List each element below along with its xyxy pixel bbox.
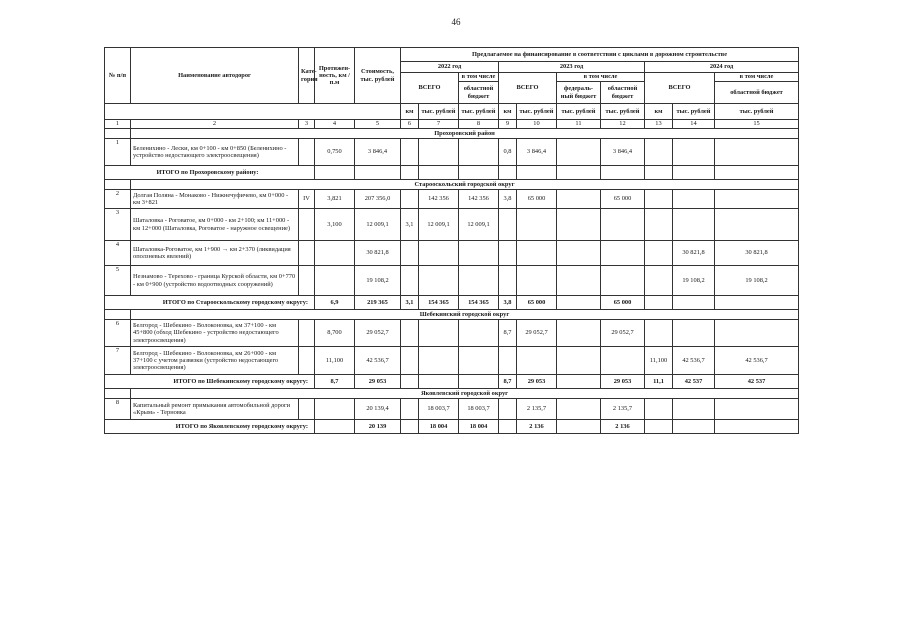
cell-km24 <box>645 399 673 420</box>
header-num: № п/п <box>105 48 131 104</box>
cell-reg24 <box>715 320 799 347</box>
cell-len <box>315 399 355 420</box>
section-number-spacer <box>105 129 131 139</box>
total-all22: 154 365 <box>419 296 459 310</box>
header-regional-2023: областной бюджет <box>601 82 645 104</box>
total-all24 <box>673 166 715 180</box>
total-km23 <box>499 166 517 180</box>
total-reg23: 2 136 <box>601 420 645 434</box>
total-km24: 11,1 <box>645 375 673 389</box>
header-unit-km-2024: км <box>645 104 673 120</box>
cell-cost: 42 536,7 <box>355 347 401 375</box>
total-km24 <box>645 420 673 434</box>
cell-km24 <box>645 139 673 166</box>
cell-reg24 <box>715 139 799 166</box>
total-len <box>315 420 355 434</box>
row-number: 8 <box>105 399 131 420</box>
header-including-2023: в том числе <box>557 73 645 82</box>
header-regional-2024: областной бюджет <box>715 82 799 104</box>
table-row <box>105 320 799 347</box>
cell-all24 <box>673 209 715 241</box>
road-category <box>299 266 315 296</box>
cell-km24 <box>645 320 673 347</box>
cell-cost: 19 108,2 <box>355 266 401 296</box>
header-unit-rub-2024: тыс. рублей <box>673 104 715 120</box>
cell-reg22 <box>459 320 499 347</box>
cell-all23 <box>517 209 557 241</box>
column-number: 12 <box>601 120 645 129</box>
cell-km23 <box>499 266 517 296</box>
column-number: 3 <box>299 120 315 129</box>
table-row <box>105 209 799 241</box>
cell-km24 <box>645 241 673 266</box>
table-row <box>105 347 799 375</box>
cell-km23: 3,8 <box>499 190 517 209</box>
total-all22: 18 004 <box>419 420 459 434</box>
column-number: 14 <box>673 120 715 129</box>
cell-fed23 <box>557 241 601 266</box>
section-title: Шебекинский городской округ <box>131 310 799 320</box>
header-unit-rub-2022: тыс. рублей <box>419 104 459 120</box>
cell-fed23 <box>557 266 601 296</box>
total-reg24 <box>715 296 799 310</box>
cell-km22 <box>401 241 419 266</box>
column-number: 1 <box>105 120 131 129</box>
column-numbers-row <box>105 120 799 129</box>
row-number: 5 <box>105 266 131 296</box>
header-unit-rub-2023: тыс. рублей <box>517 104 557 120</box>
cell-cost: 3 846,4 <box>355 139 401 166</box>
column-number: 4 <box>315 120 355 129</box>
total-cost: 20 139 <box>355 420 401 434</box>
section-header-row <box>105 129 799 139</box>
total-reg24 <box>715 420 799 434</box>
section-total-label: ИТОГО по Шебекинскому городскому округу: <box>105 375 315 389</box>
cell-km22 <box>401 266 419 296</box>
cell-all24 <box>673 190 715 209</box>
cell-reg22: 12 009,1 <box>459 209 499 241</box>
total-all24 <box>673 296 715 310</box>
column-number: 11 <box>557 120 601 129</box>
section-header-row <box>105 389 799 399</box>
cell-km24 <box>645 266 673 296</box>
total-all23: 65 000 <box>517 296 557 310</box>
column-number: 6 <box>401 120 419 129</box>
cell-km23 <box>499 399 517 420</box>
cell-reg22 <box>459 139 499 166</box>
cell-reg23 <box>601 266 645 296</box>
column-number: 8 <box>459 120 499 129</box>
total-cost: 29 053 <box>355 375 401 389</box>
cell-km23: 8,7 <box>499 320 517 347</box>
total-km24 <box>645 296 673 310</box>
total-km23 <box>499 420 517 434</box>
section-total-row <box>105 296 799 310</box>
road-name: Шаталовка - Роговатое, км 0+000 - км 2+100; км 11+000 - км 12+000 (Шаталовка, Роговатое - наружное освещение) <box>131 209 299 241</box>
road-category <box>299 347 315 375</box>
total-km22: 3,1 <box>401 296 419 310</box>
header-unit-rub-fed-2023: тыс. рублей <box>557 104 601 120</box>
cell-all22: 142 356 <box>419 190 459 209</box>
cell-reg23 <box>601 241 645 266</box>
cell-reg23 <box>601 347 645 375</box>
cell-all24 <box>673 139 715 166</box>
cell-len: 11,100 <box>315 347 355 375</box>
row-number: 7 <box>105 347 131 375</box>
total-all23 <box>517 166 557 180</box>
cell-len: 3,821 <box>315 190 355 209</box>
header-unit-rub-reg-2023: тыс. рублей <box>601 104 645 120</box>
table-row <box>105 266 799 296</box>
cell-all24: 30 821,8 <box>673 241 715 266</box>
cell-km22 <box>401 139 419 166</box>
cell-reg23: 65 000 <box>601 190 645 209</box>
cell-reg23 <box>601 209 645 241</box>
total-all24 <box>673 420 715 434</box>
cell-reg24 <box>715 399 799 420</box>
total-len <box>315 166 355 180</box>
cell-fed23 <box>557 190 601 209</box>
header-including-2024: в том числе <box>715 73 799 82</box>
cell-km24 <box>645 190 673 209</box>
row-number: 2 <box>105 190 131 209</box>
total-reg23 <box>601 166 645 180</box>
row-number: 3 <box>105 209 131 241</box>
cell-reg23: 29 052,7 <box>601 320 645 347</box>
header-year-2024: 2024 год <box>645 62 799 73</box>
section-number-spacer <box>105 310 131 320</box>
cell-reg24: 30 821,8 <box>715 241 799 266</box>
total-fed23 <box>557 296 601 310</box>
cell-all22: 18 003,7 <box>419 399 459 420</box>
header-total-2023: ВСЕГО <box>499 73 557 104</box>
cell-reg24: 42 536,7 <box>715 347 799 375</box>
page-number: 46 <box>451 17 461 27</box>
cell-km22 <box>401 190 419 209</box>
cell-all23 <box>517 266 557 296</box>
section-total-row <box>105 166 799 180</box>
table-row <box>105 241 799 266</box>
total-reg22 <box>459 375 499 389</box>
cell-all23 <box>517 241 557 266</box>
cell-all23: 29 052,7 <box>517 320 557 347</box>
section-total-label: ИТОГО по Старооскольскому городскому округу: <box>105 296 315 310</box>
road-name: Белгород - Шебекино - Волоконовка, км 37+100 - км 45+800 (обход Шебекино - устройство недостающего электроосвещения) <box>131 320 299 347</box>
cell-reg22 <box>459 241 499 266</box>
cell-reg22 <box>459 347 499 375</box>
cell-len: 3,100 <box>315 209 355 241</box>
section-total-label: ИТОГО по Яковлевскому городскому округу: <box>105 420 315 434</box>
cell-reg22: 142 356 <box>459 190 499 209</box>
cell-reg22 <box>459 266 499 296</box>
cell-len <box>315 266 355 296</box>
total-km22 <box>401 375 419 389</box>
cell-fed23 <box>557 139 601 166</box>
cell-reg23: 3 846,4 <box>601 139 645 166</box>
header-cost: Стоимость, тыс. рублей <box>355 48 401 104</box>
cell-all23 <box>517 347 557 375</box>
row-number: 1 <box>105 139 131 166</box>
column-number: 2 <box>131 120 299 129</box>
section-title: Яковлевский городской округ <box>131 389 799 399</box>
road-category <box>299 241 315 266</box>
header-year-2022: 2022 год <box>401 62 499 73</box>
cell-all22 <box>419 266 459 296</box>
cell-cost: 29 052,7 <box>355 320 401 347</box>
section-header-row <box>105 310 799 320</box>
cell-reg23: 2 135,7 <box>601 399 645 420</box>
total-all24: 42 537 <box>673 375 715 389</box>
column-number: 5 <box>355 120 401 129</box>
header-regional-2022: областной бюджет <box>459 82 499 104</box>
section-number-spacer <box>105 389 131 399</box>
cell-all24 <box>673 399 715 420</box>
table-row <box>105 399 799 420</box>
total-len: 6,9 <box>315 296 355 310</box>
header-name: Наименование автодорог <box>131 48 299 104</box>
column-number: 15 <box>715 120 799 129</box>
cell-all23: 65 000 <box>517 190 557 209</box>
header-unit-km-2022: км <box>401 104 419 120</box>
total-reg23: 29 053 <box>601 375 645 389</box>
cell-len: 8,700 <box>315 320 355 347</box>
header-financing: Предлагаемое на финансирование в соответствии с циклами в дорожном строительстве <box>401 48 799 62</box>
total-reg24: 42 537 <box>715 375 799 389</box>
road-category: IV <box>299 190 315 209</box>
road-category <box>299 320 315 347</box>
section-number-spacer <box>105 180 131 190</box>
road-category <box>299 399 315 420</box>
cell-km22 <box>401 399 419 420</box>
cell-km23: 0,8 <box>499 139 517 166</box>
cell-km24 <box>645 209 673 241</box>
header-including-2022: в том числе <box>459 73 499 82</box>
header-total-2024: ВСЕГО <box>645 73 715 104</box>
cell-cost: 207 356,0 <box>355 190 401 209</box>
column-number: 7 <box>419 120 459 129</box>
header-unit-rub-reg-2022: тыс. рублей <box>459 104 499 120</box>
total-fed23 <box>557 420 601 434</box>
total-reg23: 65 000 <box>601 296 645 310</box>
road-name: Беленихино - Лески, км 0+100 - км 0+850 (Беленихино - устройство недостающего электроосвещения) <box>131 139 299 166</box>
cell-reg24 <box>715 209 799 241</box>
cell-km22 <box>401 320 419 347</box>
cell-all22 <box>419 139 459 166</box>
cell-reg24 <box>715 190 799 209</box>
column-number: 9 <box>499 120 517 129</box>
header-year-2023: 2023 год <box>499 62 645 73</box>
cell-km23 <box>499 347 517 375</box>
road-name: Белгород - Шебекино - Волоконовка, км 26+000 - км 37+100 с учетом развязки (устройство недостающего электроосвещения) <box>131 347 299 375</box>
section-total-label: ИТОГО по Прохоровскому району: <box>105 166 315 180</box>
cell-reg24: 19 108,2 <box>715 266 799 296</box>
column-number: 13 <box>645 120 673 129</box>
road-category <box>299 209 315 241</box>
total-all22 <box>419 166 459 180</box>
road-name: Капитальный ремонт примыкания автомобильной дороги «Крым» - Терновка <box>131 399 299 420</box>
cell-fed23 <box>557 347 601 375</box>
cell-all24 <box>673 320 715 347</box>
total-fed23 <box>557 166 601 180</box>
cell-all24: 42 536,7 <box>673 347 715 375</box>
table-row <box>105 190 799 209</box>
cell-fed23 <box>557 209 601 241</box>
column-number: 10 <box>517 120 557 129</box>
cell-km24: 11,100 <box>645 347 673 375</box>
section-title: Прохоровский район <box>131 129 799 139</box>
cell-all23: 3 846,4 <box>517 139 557 166</box>
total-reg22 <box>459 166 499 180</box>
total-cost <box>355 166 401 180</box>
cell-km22 <box>401 347 419 375</box>
cell-reg22: 18 003,7 <box>459 399 499 420</box>
road-financing-table <box>104 47 799 434</box>
total-len: 8,7 <box>315 375 355 389</box>
cell-all22 <box>419 347 459 375</box>
header-unit-rub-reg-2024: тыс. рублей <box>715 104 799 120</box>
cell-all23: 2 135,7 <box>517 399 557 420</box>
section-total-row <box>105 375 799 389</box>
table-row <box>105 139 799 166</box>
total-reg24 <box>715 166 799 180</box>
total-km22 <box>401 166 419 180</box>
total-km22 <box>401 420 419 434</box>
cell-km23 <box>499 241 517 266</box>
cell-len <box>315 241 355 266</box>
cell-cost: 30 821,8 <box>355 241 401 266</box>
cell-km22: 3,1 <box>401 209 419 241</box>
total-all22 <box>419 375 459 389</box>
row-number: 6 <box>105 320 131 347</box>
header-unit-km-2023: км <box>499 104 517 120</box>
total-km24 <box>645 166 673 180</box>
cell-cost: 20 139,4 <box>355 399 401 420</box>
cell-all22: 12 009,1 <box>419 209 459 241</box>
header-length: Протяжен-ность, км / п.м <box>315 48 355 104</box>
total-cost: 219 365 <box>355 296 401 310</box>
header-total-2022: ВСЕГО <box>401 73 459 104</box>
section-header-row <box>105 180 799 190</box>
total-reg22: 18 004 <box>459 420 499 434</box>
cell-len: 0,750 <box>315 139 355 166</box>
header-units-spacer <box>105 104 401 120</box>
total-all23: 29 053 <box>517 375 557 389</box>
cell-all22 <box>419 241 459 266</box>
cell-all22 <box>419 320 459 347</box>
header-category: Кате-гория <box>299 48 315 104</box>
road-name: Долгая Поляна - Монаково - Нижнечуфичево, км 0+000 - км 3+821 <box>131 190 299 209</box>
total-all23: 2 136 <box>517 420 557 434</box>
row-number: 4 <box>105 241 131 266</box>
section-total-row <box>105 420 799 434</box>
road-category <box>299 139 315 166</box>
cell-fed23 <box>557 320 601 347</box>
total-reg22: 154 365 <box>459 296 499 310</box>
road-name: Шаталовка-Роговатое, км 1+900 → км 2+370 (ликвидация оползневых явлений) <box>131 241 299 266</box>
cell-cost: 12 009,1 <box>355 209 401 241</box>
total-km23: 3,8 <box>499 296 517 310</box>
cell-all24: 19 108,2 <box>673 266 715 296</box>
total-km23: 8,7 <box>499 375 517 389</box>
road-name: Незнамово - Терехово - граница Курской области, км 0+770 - км 0+900 (устройство водоотводных сооружений) <box>131 266 299 296</box>
cell-fed23 <box>557 399 601 420</box>
cell-km23 <box>499 209 517 241</box>
total-fed23 <box>557 375 601 389</box>
header-federal-2023: федераль-ный бюджет <box>557 82 601 104</box>
section-title: Старооскольский городской округ <box>131 180 799 190</box>
